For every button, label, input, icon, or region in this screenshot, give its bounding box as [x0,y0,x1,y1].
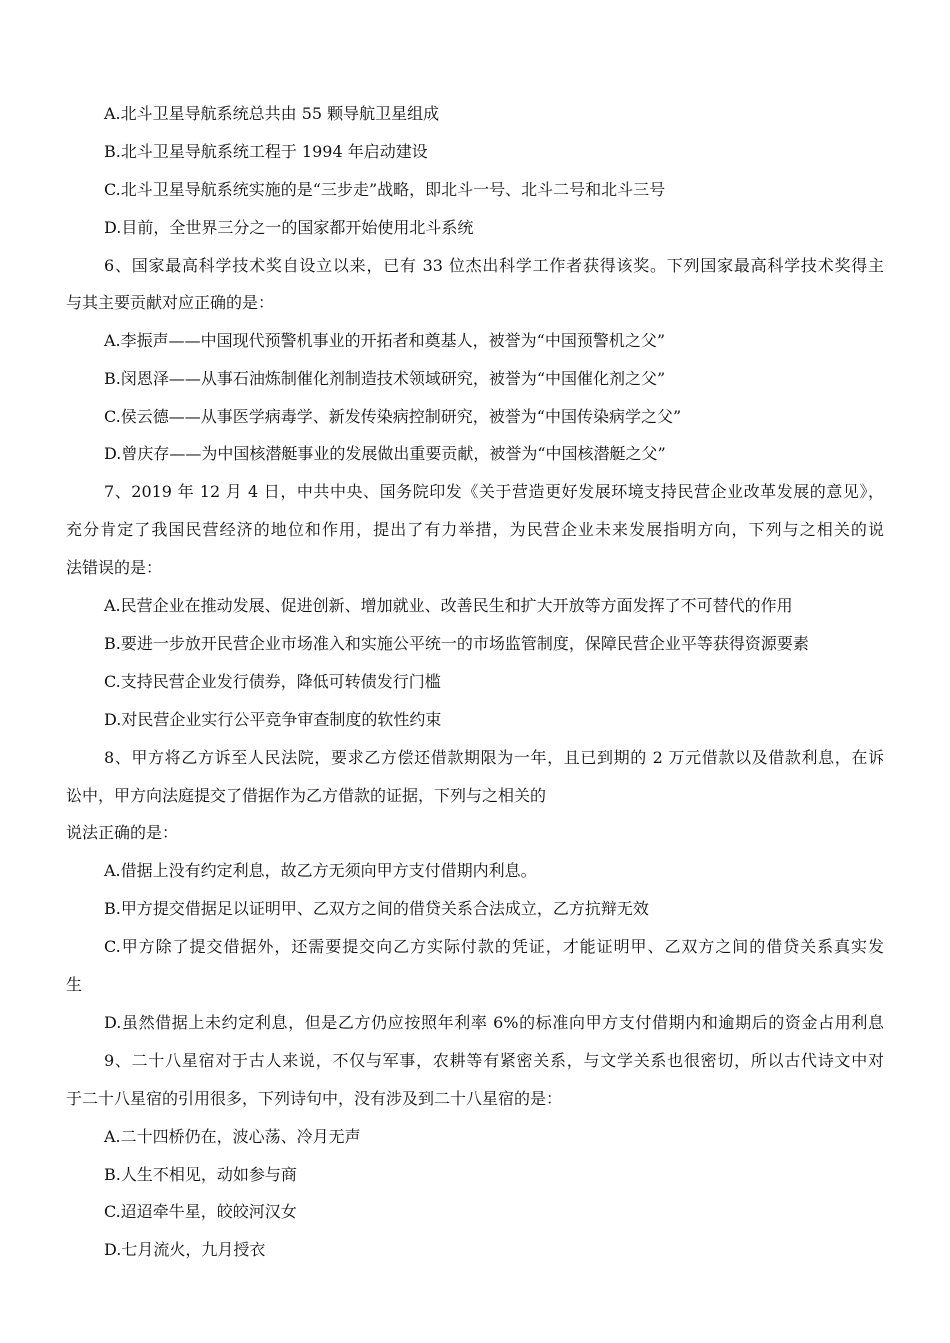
q8-stem-line2: 讼中，甲方向法庭提交了借据作为乙方借款的证据，下列与之相关的 [66,786,547,805]
q8-option-c-line2: 生 [66,975,83,994]
q9-option-b: B.人生不相见，动如参与商 [104,1165,297,1184]
q5-option-a: A.北斗卫星导航系统总共由 55 颗导航卫星组成 [104,104,440,123]
q5-option-c: C.北斗卫星导航系统实施的是“三步走”战略，即北斗一号、北斗二号和北斗三号 [104,180,666,199]
q7-option-a: A.民营企业在推动发展、促进创新、增加就业、改善民生和扩大开放等方面发挥了不可替代的作用 [104,596,793,615]
q6-option-b: B.闵恩泽——从事石油炼制催化剂制造技术领域研究，被誉为“中国催化剂之父” [104,369,666,388]
q9-option-a: A.二十四桥仍在，波心荡、冷月无声 [104,1127,361,1146]
q6-stem-line2: 与其主要贡献对应正确的是： [66,293,275,312]
q6-option-c: C.侯云德——从事医学病毒学、新发传染病控制研究，被誉为“中国传染病学之父” [104,407,682,426]
q8-option-b: B.甲方提交借据足以证明甲、乙双方之间的借贷关系合法成立，乙方抗辩无效 [104,899,649,918]
q5-option-d: D.目前，全世界三分之一的国家都开始使用北斗系统 [104,218,474,237]
q8-stem-line3: 说法正确的是： [66,823,179,842]
q9-stem-line2: 于二十八星宿的引用很多，下列诗句中，没有涉及到二十八星宿的是： [66,1089,563,1108]
q8-stem-line1: 8、甲方将乙方诉至人民法院，要求乙方偿还借款期限为一年，且已到期的 2 万元借款以及借款利息，在诉 [104,748,884,767]
q6-option-d: D.曾庆存——为中国核潜艇事业的发展做出重要贡献，被誉为“中国核潜艇之父” [104,444,666,463]
q6-option-a: A.李振声——中国现代预警机事业的开拓者和奠基人，被誉为“中国预警机之父” [104,331,666,350]
q6-stem-line1: 6、国家最高科学技术奖自设立以来，已有 33 位杰出科学工作者获得该奖。下列国家最高科学技术奖得主 [104,256,884,275]
q9-option-d: D.七月流火，九月授衣 [104,1240,266,1259]
q7-stem-line3: 法错误的是： [66,558,163,577]
q7-stem-line1: 7、2019 年 12 月 4 日，中共中央、国务院印发《关于营造更好发展环境支持民营企业改革发展的意见》， [104,482,884,501]
q9-option-c: C.迢迢牵牛星，皎皎河汉女 [104,1202,297,1221]
q8-option-c-line1: C.甲方除了提交借据外，还需要提交向乙方实际付款的凭证，才能证明甲、乙双方之间的借贷关系真实发 [104,937,884,956]
q8-option-d: D.虽然借据上未约定利息，但是乙方仍应按照年利率 6%的标准向甲方支付借期内和逾期后的资金占用利息 [104,1013,884,1032]
q9-stem-line1: 9、二十八星宿对于古人来说，不仅与军事，农耕等有紧密关系，与文学关系也很密切，所以古代诗文中对 [104,1051,884,1070]
q7-option-b: B.要进一步放开民营企业市场准入和实施公平统一的市场监管制度，保障民营企业平等获得资源要素 [104,634,809,653]
q7-stem-line2: 充分肯定了我国民营经济的地位和作用，提出了有力举措，为民营企业未来发展指明方向，下列与之相关的说 [66,520,884,539]
q7-option-c: C.支持民营企业发行债券，降低可转债发行门槛 [104,672,441,691]
q8-option-a: A.借据上没有约定利息，故乙方无须向甲方支付借期内利息。 [104,861,537,880]
q5-option-b: B.北斗卫星导航系统工程于 1994 年启动建设 [104,142,428,161]
q7-option-d: D.对民营企业实行公平竞争审查制度的软性约束 [104,710,442,729]
